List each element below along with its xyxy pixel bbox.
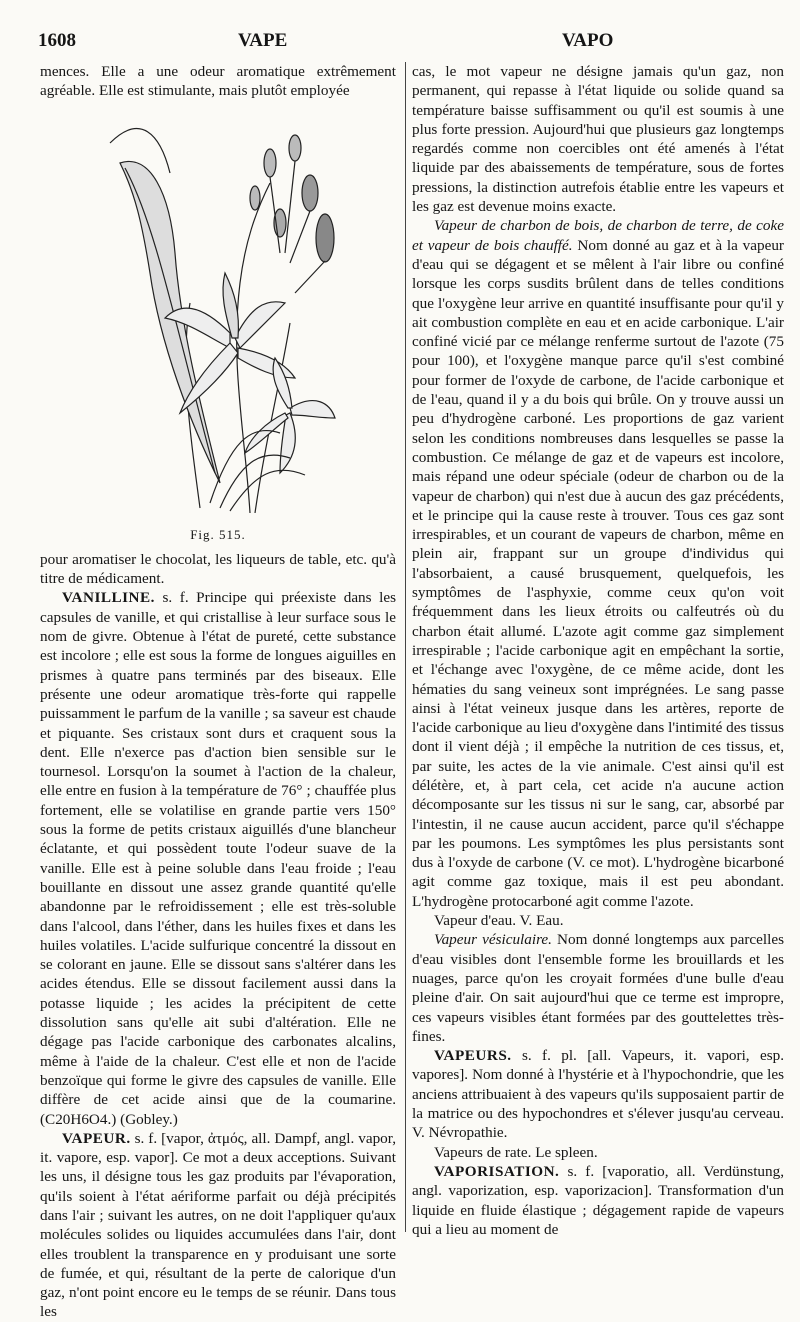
vapeur-continuation: cas, le mot vapeur ne désigne jamais qu'un gaz, non permanent, qui repasse à l'état liquide ou solide quand sa température baisse suffisamment ou qu'il est soumis à une plus forte pression. Aujourd'hui que plusieurs gaz longtemps regardés comme non coercibles ont été amenés à l'état liquide par des abaissements de température, sous de fortes pressions, la distinction autrefois établie entre les vapeurs et les gaz est devenue moins exacte. (412, 63, 784, 216)
vanilla-flower-illustration (80, 103, 360, 513)
vapeurs-definition: s. f. pl. [all. Vapeurs, it. vapori, esp. vapores]. Nom donné à l'hystérie et à l'hypochondrie, que les anciens attribuaient à des vapeurs qu'ils supposaient partir de la matrice ou des hypochondres et s'élever jusqu'au cerveau. V. Névropathie. (412, 1047, 784, 1142)
vanilla-intro-text: mences. Elle a une odeur aromatique extrêmement agréable. Elle est stimulante, mais plutôt employée (40, 63, 396, 100)
right-column (412, 62, 784, 1239)
headword-vaporisation: VAPORISATION. (434, 1162, 560, 1180)
vanilla-use-text: pour aromatiser le chocolat, les liqueurs de table, etc. qu'à titre de médicament. (40, 550, 396, 588)
headword-vanilline: VANILLINE. (62, 589, 155, 607)
vesiculaire-text: Nom donné longtemps aux parcelles d'eau visibles dont l'ensemble forme les brouillards et les nuages, parce qu'on les croyait formées d'une bulle d'eau pleine d'air. On sait aujourd'hui que ce terme est impropre, ces vapeurs visibles étant formées par des gouttelettes très-fines. (412, 931, 784, 1045)
vanilline-definition: s. f. Principe qui préexiste dans les capsules de vanille, et qui cristallise à leur surface sous le nom de givre. Obtenue à l'état de pureté, cette substance est incolore ; elle est sous la forme de longues aiguilles en prismes à quatre pans terminés par des biseaux. Elle présente une odeur aromatique très-forte qui rappelle puissamment le parfum de la vanille ; sa saveur est chaude et piquante. Ses cristaux sont durs et craquent sous la dent. Elle n'exerce pas d'action bien sensible sur le tournesol. Lorsqu'on la soumet à l'action de la chaleur, elle entre en fusion à la température de 76° ; chauffée plus fortement, elle se volatilise en grande partie vers 150° sous la forme de petits cristaux aiguillés d'une blancheur éclatante, et qui possèdent toute l'odeur suave de la vanille. Elle est à peine soluble dans l'eau froide ; l'eau bouillante en dissout une assez grande quantité qu'elle abandonne par le refroidissement ; elle est très-soluble dans l'alcool, dans l'éther, dans les huiles fixes et dans les huiles volatiles. L'acide sulfurique concentré la dissout en se colorant en jaune. Elle se dissout sans s'altérer dans les acides étendus. Elle se dissout facilement aussi dans la potasse liquide ; les acides la précipitent de cette dissolution sans qu'elle ait subi d'altération. Elle ne dégage pas l'acide carbonique des carbonates alcalins, même à l'aide de la chaleur. C'est elle et non de l'acide benzoïque qui forme le givre des capsules de vanille. Elle diffère de cet acide ainsi que de la coumarine. (C20H6O4.) (Gobley.) (40, 589, 396, 1128)
left-column (40, 62, 396, 1322)
entry-vapeur-d-eau (412, 911, 784, 930)
headword-vapeurs: VAPEURS. (434, 1047, 512, 1065)
page-number: 1608 (38, 30, 76, 51)
vaporisation-definition: s. f. [vaporatio, all. Verdünstung, angl. vaporization, esp. vaporizacion]. Transformation d'un liquide en fluide élastique ; dégagement rapide de vapeurs qui a lieu au moment de (412, 1162, 784, 1238)
left-running-head: VAPE (238, 30, 288, 51)
entry-vapeurs-de-rate (412, 1143, 784, 1162)
entry-vapeur-vesiculaire (412, 930, 784, 1046)
entry-vaporisation (412, 1162, 784, 1239)
vapeur-definition: s. f. [vapor, ἀτμός, all. Dampf, angl. vapor, it. vapore, esp. vapor]. Ce mot a deux acceptions. Suivant les uns, il désigne tous les gaz produits par l'évaporation, qu'ils soient à l'état aériforme parfait ou déjà précipités dans l'air ; suivant les autres, on ne doit l'appliquer qu'aux molécules solides ou liquides accumulées dans l'air, dont elles troublent la transparence en y produisant une sorte de fumée, et qui, résultant de la perte de calorique d'un gaz, n'ont point encore eu le temps de se réunir. Dans tous les (40, 1129, 396, 1321)
running-header (38, 30, 782, 56)
column-rule (405, 62, 406, 1232)
entry-vanilline (40, 588, 396, 1128)
rate-text: Vapeurs de rate. Le spleen. (434, 1143, 598, 1161)
charbon-lead: Vapeur de charbon de bois, de charbon de terre, de coke et vapeur de bois chauffé. (412, 217, 784, 254)
eau-text: Vapeur d'eau. V. Eau. (434, 912, 564, 930)
vesiculaire-lead: Vapeur vésiculaire. (434, 931, 552, 949)
entry-vapeurs (412, 1046, 784, 1142)
entry-vapeur (40, 1129, 396, 1322)
entry-vapeur-de-charbon (412, 216, 784, 911)
figure-caption: Fig. 515. (190, 526, 246, 542)
headword-vapeur: VAPEUR. (62, 1129, 131, 1147)
charbon-text: Nom donné au gaz et à la vapeur d'eau qui se dégagent et se mêlent à l'air libre ou confiné lorsque les corps susdits brûlent dans de telles conditions que l'oxygène leur arrive en quantité insuffisante pour qu'il y ait combustion complète en eau et en acide carbonique. L'air confiné vicié par ce mélange renferme surtout de l'azote (75 pour 100), et l'oxygène manque parce qu'il s'est combiné pour former de l'oxyde de carbone, de l'acide carbonique et de l'eau, quand il y a du bois qui brûle. On y trouve aussi un peu d'hydrogène carboné. Les proportions de gaz varient selon les conditions nombreuses dans lesquelles se passe la combustion. Ce mélange de gaz et de vapeurs est incolore, mais répand une odeur spéciale (odeur de charbon ou de la vapeur de charbon) qui n'est due à aucun des gaz précédents, et le principe qui la cause reste à trouver. Tous ces gaz sont irrespirables, et un courant de vapeurs de charbon, même en plein air, frappant sur un groupe d'individus qui l'absorbaient, a causé brusquement, quelquefois, les symptômes de l'asphyxie, comme ceux qu'on voit fréquemment dans les lieux étroits ou calfeutrés où du charbon était allumé. L'azote agit comme gaz simplement irrespirable ; l'acide carbonique agit en empêchant la sortie, et l'échange avec l'oxygène, de ce même acide, dont les hématies du sang veineux sont imprégnées. Le sang passe ainsi à l'état veineux jusque dans les artères, reporte de l'acide carbonique au lieu d'oxygène dans l'intimité des tissus dont il vient déjà ; il empêche la nutrition de ces tissus, et, par suite, les actes de la vie animale. C'est ainsi qu'il est délétère, et, à part cela, cet acide n'a aucune action décomposante sur les tissus ni sur le sang, car, absorbé par l'intestin, il ne cause aucun accident, parce qu'il s'échappe par les poumons. Les symptômes les plus persistants sont dus à l'oxyde de carbone (V. ce mot). L'hydrogène bicarboné agit comme gaz toxique, mais il est peu abondant. L'hydrogène protocarboné agit comme l'azote. (412, 236, 784, 910)
vanilla-plant-figure (40, 103, 396, 523)
right-running-head: VAPO (562, 30, 614, 51)
